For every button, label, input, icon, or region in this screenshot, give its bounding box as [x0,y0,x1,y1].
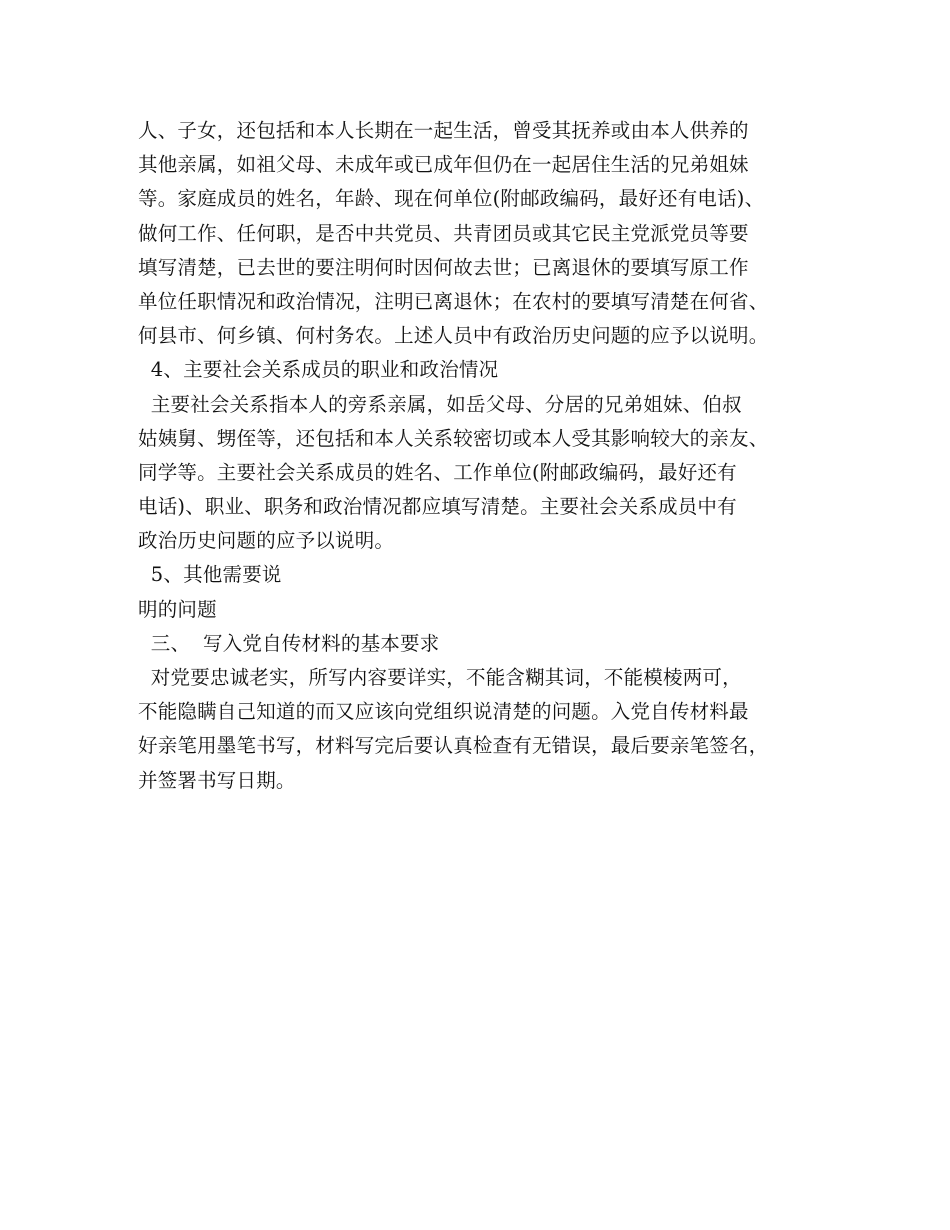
section-heading: 5、其他需要说 [138,563,282,587]
text-line: 对党要忠诚老实，所写内容要详实，不能含糊其词，不能模棱两可， [138,666,742,689]
text-line: 何县市、何乡镇、何村务农。上述人员中有政治历史问题的应予以说明。 [138,324,769,348]
document-body [138,114,838,798]
text-line: 政治历史问题的应予以说明。 [138,529,395,553]
text-line: 不能隐瞒自己知道的而又应该向党组织说清楚的问题。入党自传材料最 [138,700,749,724]
section-heading: 三、 写入党自传材料的基本要求 [138,631,440,655]
text-line: 单位任职情况和政治情况，注明已离退休；在农村的要填写清楚在何省、 [138,289,769,313]
text-line: 电话)、职业、职务和政治情况都应填写清楚。主要社会关系成员中有 [138,495,737,519]
text-line: 主要社会关系指本人的旁系亲属，如岳父母、分居的兄弟姐妹、伯叔 [138,392,742,416]
text-line: 做何工作、任何职，是否中共党员、共青团员或其它民主党派党员等要 [138,221,749,245]
text-line: 并签署书写日期。 [138,768,296,792]
text-line: 人、子女，还包括和本人长期在一起生活，曾受其抚养或由本人供养的 [138,119,749,142]
text-line: 填写清楚，已去世的要注明何时因何故去世；已离退休的要填写原工作 [138,255,749,279]
text-line: 好亲笔用墨笔书写，材料写完后要认真检查有无错误，最后要亲笔签名， [138,734,769,758]
text-line: 姑姨舅、甥侄等，还包括和本人关系较密切或本人受其影响较大的亲友、 [138,426,769,450]
text-line: 同学等。主要社会关系成员的姓名、工作单位(附邮政编码，最好还有 [138,460,737,484]
section-heading: 4、主要社会关系成员的职业和政治情况 [138,358,499,382]
section-heading-continued: 明的问题 [138,597,217,621]
text-line: 等。家庭成员的姓名，年龄、现在何单位(附邮政编码，最好还有电话)、 [138,187,765,211]
text-line: 其他亲属，如祖父母、未成年或已成年但仍在一起居住生活的兄弟姐妹 [138,153,749,177]
